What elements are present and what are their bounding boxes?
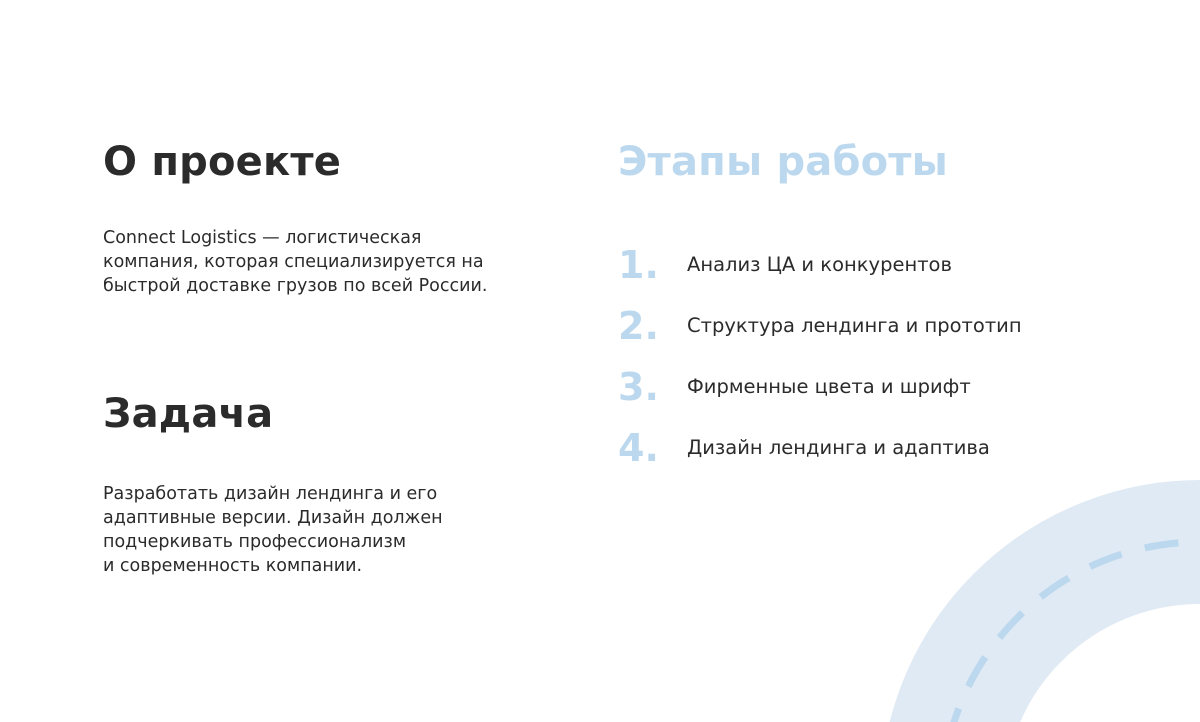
stage-item-4: [618, 417, 1178, 478]
road-arc: [942, 542, 1200, 722]
stage-label: Анализ ЦА и конкурентов: [687, 252, 952, 276]
task-heading: Задача: [103, 391, 274, 437]
stage-number: 2.: [618, 303, 659, 348]
stages-heading: Этапы работы: [618, 139, 949, 185]
about-description: Connect Logistics — логистическая компания, которая специализируется на быстрой доставке грузов по всей России.: [103, 228, 488, 296]
stage-item-2: [618, 295, 1178, 356]
stage-number: 4.: [618, 425, 659, 470]
stage-label: Структура лендинга и прототип: [687, 313, 1022, 337]
stages-list: [618, 234, 1178, 478]
stage-item-1: [618, 234, 1178, 295]
stage-label: Дизайн лендинга и адаптива: [687, 435, 990, 459]
left-column: [103, 138, 523, 576]
stage-number: 3.: [618, 364, 659, 409]
about-heading: О проекте: [103, 139, 342, 185]
right-column: [618, 138, 1178, 470]
stage-number: 1.: [618, 242, 659, 287]
stage-label: Фирменные цвета и шрифт: [687, 374, 971, 398]
stage-item-3: [618, 356, 1178, 417]
task-description: Разработать дизайн лендинга и его адаптивные версии. Дизайн должен подчеркивать профессионализм и современность компании.: [103, 484, 443, 576]
